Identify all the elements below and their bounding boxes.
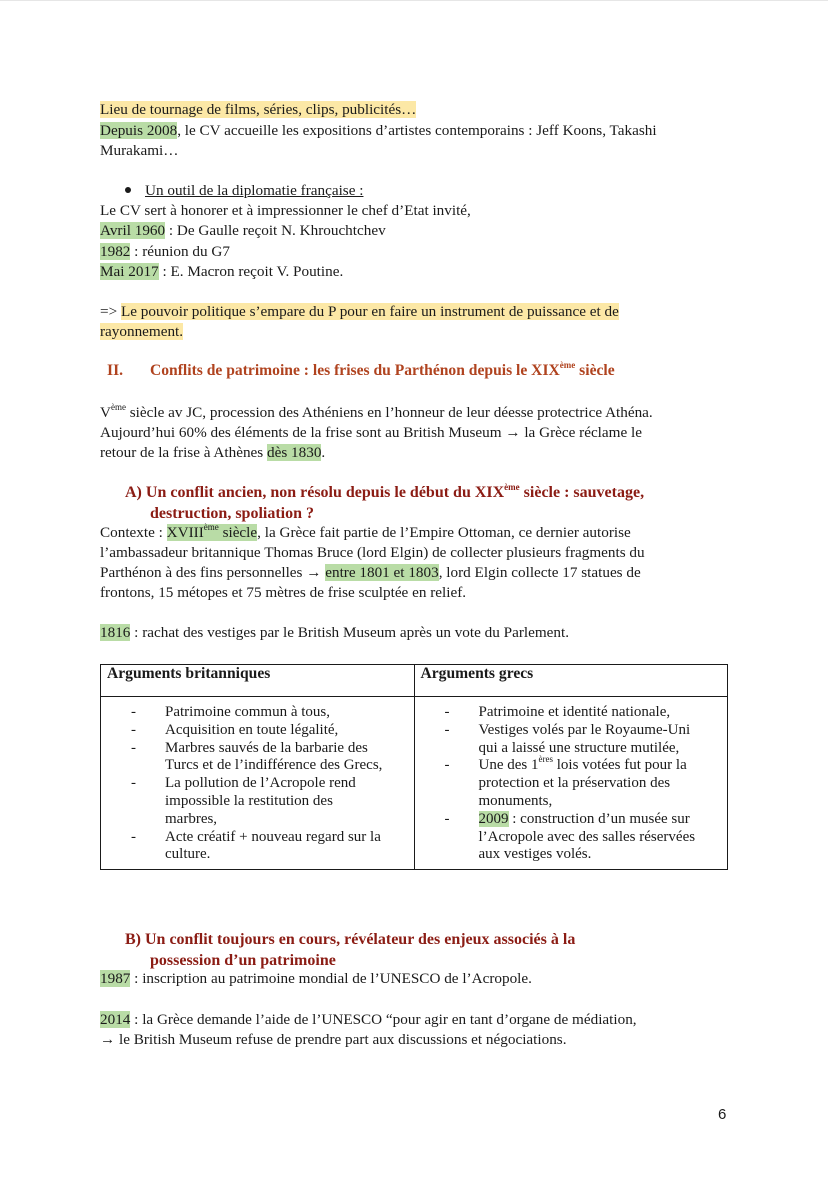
list-item: - Patrimoine et identité nationale,: [444, 704, 671, 720]
page-number: 6: [718, 1106, 727, 1123]
greek-arguments-cell: [414, 697, 728, 870]
filming-line: [100, 100, 416, 120]
arguments-table: [100, 664, 728, 870]
context-line-2: l’ambassadeur britannique Thomas Bruce (lord Elgin) de collecter plusieurs fragments du: [100, 544, 645, 561]
list-item: - Une des 1ères lois votées fut pour la protection et la préservation des monuments,: [444, 754, 687, 809]
section-2-heading: II. Conflits de patrimoine : les frises du Parthénon depuis le XIXème siècle: [107, 359, 615, 379]
subsection-a-heading: A) Un conflit ancien, non résolu depuis le début du XIXème siècle : sauvetage, destruction, spoliation ?: [125, 481, 645, 522]
diplomacy-intro: Le CV sert à honorer et à impressionner le chef d’Etat invité,: [100, 202, 471, 219]
conclusion-line-1: => Le pouvoir politique s’empare du P pour en faire un instrument de puissance et de: [100, 303, 619, 320]
purchase-1816: 1816 : rachat des vestiges par le British Museum après un vote du Parlement.: [100, 624, 570, 641]
section-2-intro-3: retour de la frise à Athènes dès 1830.: [100, 444, 326, 461]
date-1801-1803: entre 1801 et 1803: [325, 564, 439, 581]
subsection-b-heading: B) Un conflit toujours en cours, révélateur des enjeux associés à la possession d’un patrimoine: [125, 931, 576, 969]
diplomacy-title: Un outil de la diplomatie française :: [145, 182, 364, 199]
list-item: - Patrimoine commun à tous,: [131, 704, 330, 720]
date-2017: Mai 2017: [100, 263, 159, 280]
conclusion-line-2: rayonnement.: [100, 323, 184, 340]
context-line-4: frontons, 15 métopes et 75 mètres de frise sculptée en relief.: [100, 584, 467, 601]
highlight-filming: Lieu de tournage de films, séries, clips, publicités…: [100, 101, 417, 118]
list-item: - Marbres sauvés de la barbarie des Turcs et de l’indifférence des Grecs,: [131, 739, 383, 774]
list-item: - Acquisition en toute légalité,: [131, 721, 339, 738]
event-1987: 1987 : inscription au patrimoine mondial de l’UNESCO de l’Acropole.: [100, 970, 532, 987]
murakami-line: Murakami…: [100, 142, 179, 159]
date-2008: Depuis 2008: [100, 122, 178, 139]
date-1830: dès 1830: [267, 444, 322, 461]
highlight-conclusion: Le pouvoir politique s’empare du P pour en faire un instrument de puissance et de: [120, 303, 619, 320]
date-2009: 2009: [478, 810, 509, 827]
section-2-intro-2: Aujourd’hui 60% des éléments de la frise sont au British Museum → la Grèce réclame le: [100, 424, 642, 441]
date-1987: 1987: [100, 970, 131, 987]
date-1982: 1982: [100, 243, 131, 260]
header-british: Arguments britanniques: [101, 665, 415, 697]
event-1982: 1982 : réunion du G7: [100, 243, 230, 260]
list-item: - Acte créatif + nouveau regard sur la culture.: [131, 828, 381, 863]
context-line-1: Contexte : XVIIIème siècle, la Grèce fait partie de l’Empire Ottoman, ce dernier autorise: [100, 521, 631, 541]
date-18th-century: XVIIIème siècle: [166, 521, 258, 541]
context-line-3: Parthénon à des fins personnelles → entre 1801 et 1803, lord Elgin collecte 17 statues de: [100, 564, 641, 581]
exhibitions-line: [100, 121, 657, 141]
event-2017: Mai 2017 : E. Macron reçoit V. Poutine.: [100, 263, 344, 280]
diplomacy-bullet: [125, 181, 363, 201]
event-1960: Avril 1960 : De Gaulle reçoit N. Khrouchtchev: [100, 222, 386, 239]
date-2014: 2014: [100, 1011, 131, 1028]
header-greek: Arguments grecs: [414, 665, 728, 697]
event-2014: 2014 : la Grèce demande l’aide de l’UNESCO “pour agir en tant d’organe de médiation,: [100, 1011, 637, 1028]
list-item: - La pollution de l’Acropole rend impossible la restitution des marbres,: [131, 775, 356, 827]
section-2-intro-1: Vème siècle av JC, procession des Athéniens en l’honneur de leur déesse protectrice Athéna.: [100, 401, 653, 421]
date-1816: 1816: [100, 624, 131, 641]
british-arguments-cell: [101, 697, 415, 870]
date-1960: Avril 1960: [100, 222, 166, 239]
page-top-border: [0, 0, 828, 1]
british-museum-refusal: → le British Museum refuse de prendre part aux discussions et négociations.: [100, 1031, 567, 1048]
list-item: - 2009 : construction d’un musée sur l’Acropole avec des salles réservées aux vestiges volés.: [444, 810, 696, 863]
list-item: - Vestiges volés par le Royaume-Uni qui a laissé une structure mutilée,: [444, 721, 691, 756]
bullet-icon: [125, 187, 131, 193]
exhibitions-text: , le CV accueille les expositions d’artistes contemporains : Jeff Koons, Takashi: [177, 122, 657, 139]
